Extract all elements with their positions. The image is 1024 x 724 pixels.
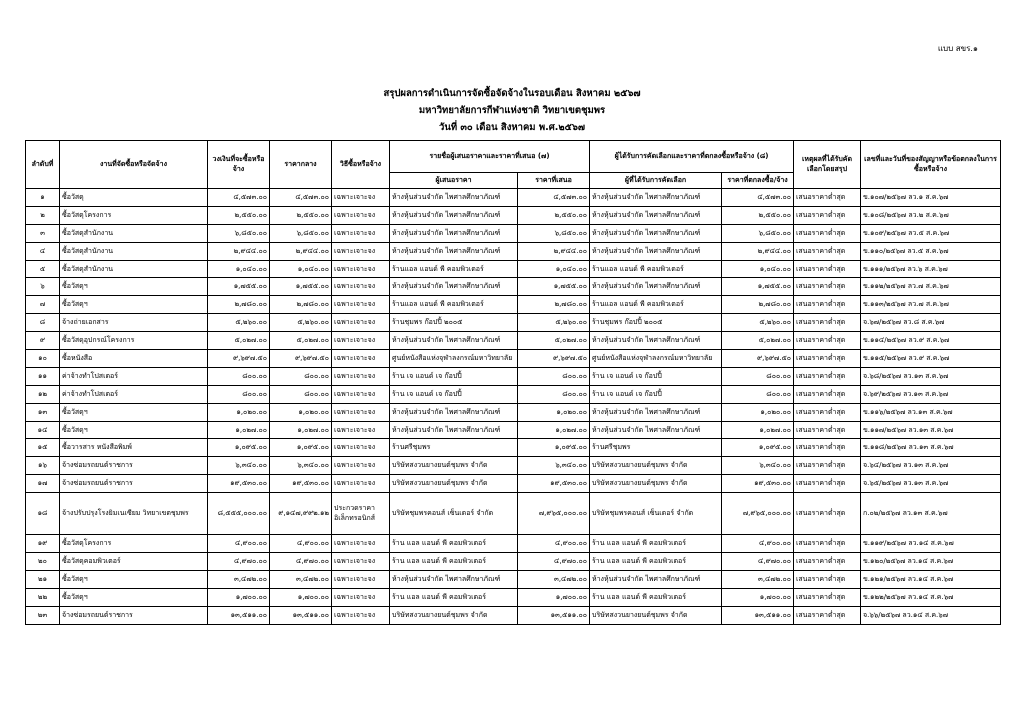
selected-name-cell: บริษัทสงวนยางยนต์ชุมพร จำกัด <box>590 606 722 624</box>
offer-name-cell: ร้าน เจ แอนด์ เจ ก๊อปปี้ <box>390 367 518 385</box>
agreed-price-cell: ๑๙,๕๓๐.๐๐ <box>722 475 794 493</box>
contract-cell: จ.๖๙/๒๕๖๗ ลว.๑๓ ส.ค.๖๗ <box>861 385 1001 403</box>
median-price-cell: ๘๐๐.๐๐ <box>270 385 332 403</box>
offer-price-cell: ๘๐๐.๐๐ <box>518 385 590 403</box>
offer-name-cell: ห้างหุ้นส่วนจำกัด ไพศาลศึกษาภัณฑ์ <box>390 206 518 224</box>
median-price-cell: ๑,๐๒๗.๐๐ <box>270 421 332 439</box>
method-cell: เฉพาะเจาะจง <box>332 367 390 385</box>
item-cell: ค่าจ้างทำโปสเตอร์ <box>60 367 208 385</box>
method-cell: เฉพาะเจาะจง <box>332 224 390 242</box>
median-price-cell: ๔,๕๗๓.๐๐ <box>270 189 332 207</box>
offer-price-cell: ๒,๗๘๐.๐๐ <box>518 296 590 314</box>
method-cell: เฉพาะเจาะจง <box>332 421 390 439</box>
reason-cell: เสนอราคาต่ำสุด <box>794 606 861 624</box>
reason-cell: เสนอราคาต่ำสุด <box>794 553 861 571</box>
budget-cell: ๖,๘๕๐.๐๐ <box>208 224 270 242</box>
form-code: แบบ สขร.๑ <box>937 44 978 53</box>
budget-cell: ๑,๐๒๗.๐๐ <box>208 421 270 439</box>
agreed-price-cell: ๑,๐๔๐.๐๐ <box>722 260 794 278</box>
selected-name-cell: ร้านชุมพร ก๊อปปี้ ๒๐๐๕ <box>590 314 722 332</box>
header-no: ลำดับที่ <box>26 141 60 189</box>
item-cell: ซื้อวัสดุโครงการ <box>60 535 208 553</box>
method-cell: เฉพาะเจาะจง <box>332 535 390 553</box>
agreed-price-cell: ๑,๐๒๗.๐๐ <box>722 421 794 439</box>
agreed-price-cell: ๒,๗๘๐.๐๐ <box>722 296 794 314</box>
header-method: วิธีซื้อหรือจ้าง <box>332 141 390 189</box>
table-row <box>26 385 1001 403</box>
median-price-cell: ๒,๙๔๔.๐๐ <box>270 242 332 260</box>
contract-cell: ข.๑๑๐/๒๕๖๗ ลว.๕ ส.ค.๖๗ <box>861 242 1001 260</box>
median-price-cell: ๑๓,๕๑๑.๐๐ <box>270 606 332 624</box>
agreed-price-cell: ๓,๔๗๒.๐๐ <box>722 570 794 588</box>
item-cell: ซื้อวัสดุฯ <box>60 278 208 296</box>
table-row <box>26 367 1001 385</box>
median-price-cell: ๘๐๐.๐๐ <box>270 367 332 385</box>
header-contract: เลขที่และวันที่ของสัญญาหรือข้อตกลงในการซื้อหรือจ้าง <box>861 141 1001 189</box>
method-cell: เฉพาะเจาะจง <box>332 278 390 296</box>
header-agreed-price: ราคาที่ตกลงซื้อ/จ้าง <box>722 173 794 189</box>
selected-name-cell: ร้านศรีชุมพร <box>590 439 722 457</box>
offer-price-cell: ๔,๕๗๓.๐๐ <box>518 189 590 207</box>
offer-name-cell: ห้างหุ้นส่วนจำกัด ไพศาลศึกษาภัณฑ์ <box>390 421 518 439</box>
item-cell: จ้างซ่อมรถยนต์ราชการ <box>60 475 208 493</box>
contract-cell: ข.๑๐๗/๒๕๖๗ ลว.๑ ส.ค.๖๗ <box>861 189 1001 207</box>
item-cell: ซื้อวัสดุสำนักงาน <box>60 260 208 278</box>
reason-cell: เสนอราคาต่ำสุด <box>794 314 861 332</box>
budget-cell: ๔,๙๐๐.๐๐ <box>208 535 270 553</box>
table-row <box>26 224 1001 242</box>
offer-price-cell: ๑๙,๕๓๐.๐๐ <box>518 475 590 493</box>
method-cell: เฉพาะเจาะจง <box>332 439 390 457</box>
offer-price-cell: ๑,๐๙๕.๐๐ <box>518 439 590 457</box>
offer-name-cell: ร้าน แอล แอนด์ พี คอมพิวเตอร์ <box>390 553 518 571</box>
row-number: ๙ <box>26 332 60 350</box>
budget-cell: ๑,๗๕๕.๐๐ <box>208 278 270 296</box>
offer-name-cell: บริษัทชุมพรคอนส์ เซ็นเตอร์ จำกัด <box>390 493 518 535</box>
offer-name-cell: ร้าน เจ แอนด์ เจ ก๊อปปี้ <box>390 385 518 403</box>
offer-price-cell: ๑,๗๐๐.๐๐ <box>518 588 590 606</box>
table-row <box>26 439 1001 457</box>
offer-price-cell: ๗,๙๖๕,๐๐๐.๐๐ <box>518 493 590 535</box>
item-cell: ซื้อวัสดุฯ <box>60 403 208 421</box>
reason-cell: เสนอราคาต่ำสุด <box>794 385 861 403</box>
median-price-cell: ๑๙,๕๓๐.๐๐ <box>270 475 332 493</box>
table-row <box>26 314 1001 332</box>
row-number: ๒ <box>26 206 60 224</box>
document-titles <box>0 85 1024 136</box>
offer-price-cell: ๒,๕๕๐.๐๐ <box>518 206 590 224</box>
contract-cell: ข.๑๑๙/๒๕๖๗ ลว.๑๔ ส.ค.๖๗ <box>861 535 1001 553</box>
method-cell: เฉพาะเจาะจง <box>332 314 390 332</box>
table-body <box>26 189 1001 625</box>
offer-price-cell: ๕,๐๒๗.๐๐ <box>518 332 590 350</box>
method-cell: เฉพาะเจาะจง <box>332 189 390 207</box>
selected-name-cell: ร้านแอล แอนด์ พี คอมพิวเตอร์ <box>590 260 722 278</box>
reason-cell: เสนอราคาต่ำสุด <box>794 475 861 493</box>
offer-name-cell: ร้าน แอล แอนด์ พี คอมพิวเตอร์ <box>390 535 518 553</box>
contract-cell: จ.๖๗/๒๕๖๗ ลว.๘ ส.ค.๖๗ <box>861 314 1001 332</box>
item-cell: ซื้อวัสดุสำนักงาน <box>60 224 208 242</box>
median-price-cell: ๒,๗๘๐.๐๐ <box>270 296 332 314</box>
reason-cell: เสนอราคาต่ำสุด <box>794 242 861 260</box>
header-budget: วงเงินที่จะซื้อหรือจ้าง <box>208 141 270 189</box>
contract-cell: ก.๐๒/๒๕๖๗ ลว.๑๓ ส.ค.๖๗ <box>861 493 1001 535</box>
reason-cell: เสนอราคาต่ำสุด <box>794 189 861 207</box>
offer-name-cell: ร้านศรีชุมพร <box>390 439 518 457</box>
report-title: สรุปผลการดำเนินการจัดซื้อจัดจ้างในรอบเดือน สิงหาคม ๒๕๖๗ <box>383 88 641 99</box>
offer-name-cell: ห้างหุ้นส่วนจำกัด ไพศาลศึกษาภัณฑ์ <box>390 189 518 207</box>
offer-name-cell: ร้านแอล แอนด์ พี คอมพิวเตอร์ <box>390 296 518 314</box>
header-median: ราคากลาง <box>270 141 332 189</box>
median-price-cell: ๑,๗๐๐.๐๐ <box>270 588 332 606</box>
method-cell: เฉพาะเจาะจง <box>332 296 390 314</box>
item-cell: ค่าจ้างทำโปสเตอร์ <box>60 385 208 403</box>
table-row <box>26 588 1001 606</box>
row-number: ๑๑ <box>26 367 60 385</box>
offer-price-cell: ๑,๐๒๐.๐๐ <box>518 403 590 421</box>
budget-cell: ๔,๙๗๐.๐๐ <box>208 553 270 571</box>
median-price-cell: ๖,๘๕๐.๐๐ <box>270 224 332 242</box>
method-cell: เฉพาะเจาะจง <box>332 242 390 260</box>
budget-cell: ๓,๔๗๒.๐๐ <box>208 570 270 588</box>
header-item: งานที่จัดซื้อหรือจัดจ้าง <box>60 141 208 189</box>
agreed-price-cell: ๕,๒๖๐.๐๐ <box>722 314 794 332</box>
reason-cell: เสนอราคาต่ำสุด <box>794 439 861 457</box>
offer-name-cell: บริษัทสงวนยางยนต์ชุมพร จำกัด <box>390 475 518 493</box>
selected-name-cell: บริษัทสงวนยางยนต์ชุมพร จำกัด <box>590 475 722 493</box>
item-cell: ซื้อวัสดุ <box>60 189 208 207</box>
contract-cell: ข.๑๑๑/๒๕๖๗ ลว.๖ ส.ค.๖๗ <box>861 260 1001 278</box>
table-row <box>26 475 1001 493</box>
budget-cell: ๙,๖๙๗.๕๐ <box>208 350 270 368</box>
table-row <box>26 403 1001 421</box>
table-row <box>26 606 1001 624</box>
row-number: ๑๗ <box>26 475 60 493</box>
offer-price-cell: ๑,๐๔๐.๐๐ <box>518 260 590 278</box>
method-cell: เฉพาะเจาะจง <box>332 475 390 493</box>
agreed-price-cell: ๑๓,๕๑๑.๐๐ <box>722 606 794 624</box>
reason-cell: เสนอราคาต่ำสุด <box>794 535 861 553</box>
offer-name-cell: ห้างหุ้นส่วนจำกัด ไพศาลศึกษาภัณฑ์ <box>390 278 518 296</box>
item-cell: ซื้อวัสดุฯ <box>60 296 208 314</box>
reason-cell: เสนอราคาต่ำสุด <box>794 278 861 296</box>
agreed-price-cell: ๑,๐๒๐.๐๐ <box>722 403 794 421</box>
agreed-price-cell: ๔,๕๗๓.๐๐ <box>722 189 794 207</box>
median-price-cell: ๑,๗๕๕.๐๐ <box>270 278 332 296</box>
selected-name-cell: ห้างหุ้นส่วนจำกัด ไพศาลศึกษาภัณฑ์ <box>590 403 722 421</box>
method-cell: เฉพาะเจาะจง <box>332 553 390 571</box>
row-number: ๔ <box>26 242 60 260</box>
offer-name-cell: ร้าน แอล แอนด์ พี คอมพิวเตอร์ <box>390 588 518 606</box>
row-number: ๑๐ <box>26 350 60 368</box>
offer-price-cell: ๑,๐๒๗.๐๐ <box>518 421 590 439</box>
median-price-cell: ๑,๐๒๐.๐๐ <box>270 403 332 421</box>
median-price-cell: ๓,๔๗๒.๐๐ <box>270 570 332 588</box>
row-number: ๓ <box>26 224 60 242</box>
offer-price-cell: ๒,๙๔๔.๐๐ <box>518 242 590 260</box>
agreed-price-cell: ๘๐๐.๐๐ <box>722 385 794 403</box>
contract-cell: ข.๑๑๕/๒๕๖๗ ลว.๙ ส.ค.๖๗ <box>861 350 1001 368</box>
offer-price-cell: ๖,๓๔๐.๐๐ <box>518 457 590 475</box>
reason-cell: เสนอราคาต่ำสุด <box>794 224 861 242</box>
budget-cell: ๘๐๐.๐๐ <box>208 385 270 403</box>
reason-cell: เสนอราคาต่ำสุด <box>794 403 861 421</box>
item-cell: ซื้อวัสดุฯ <box>60 588 208 606</box>
agreed-price-cell: ๑,๗๕๕.๐๐ <box>722 278 794 296</box>
header-offer-price: ราคาที่เสนอ <box>518 173 590 189</box>
table-row <box>26 457 1001 475</box>
table-row <box>26 493 1001 535</box>
method-cell: เฉพาะเจาะจง <box>332 588 390 606</box>
row-number: ๑๖ <box>26 457 60 475</box>
row-number: ๑ <box>26 189 60 207</box>
row-number: ๒๒ <box>26 588 60 606</box>
budget-cell: ๕,๐๒๗.๐๐ <box>208 332 270 350</box>
item-cell: ซื้อวัสดุฯ <box>60 570 208 588</box>
selected-name-cell: ห้างหุ้นส่วนจำกัด ไพศาลศึกษาภัณฑ์ <box>590 332 722 350</box>
selected-name-cell: ห้างหุ้นส่วนจำกัด ไพศาลศึกษาภัณฑ์ <box>590 570 722 588</box>
reason-cell: เสนอราคาต่ำสุด <box>794 206 861 224</box>
item-cell: ซื้อหนังสือ <box>60 350 208 368</box>
offer-name-cell: ร้านแอล แอนด์ พี คอมพิวเตอร์ <box>390 260 518 278</box>
selected-name-cell: ร้าน แอล แอนด์ พี คอมพิวเตอร์ <box>590 553 722 571</box>
median-price-cell: ๕,๐๒๗.๐๐ <box>270 332 332 350</box>
offer-price-cell: ๔,๙๐๐.๐๐ <box>518 535 590 553</box>
median-price-cell: ๑,๐๙๕.๐๐ <box>270 439 332 457</box>
agreed-price-cell: ๔,๙๗๐.๐๐ <box>722 553 794 571</box>
row-number: ๑๔ <box>26 421 60 439</box>
row-number: ๗ <box>26 296 60 314</box>
contract-cell: ข.๑๒๒/๒๕๖๗ ลว.๑๔ ส.ค.๖๗ <box>861 588 1001 606</box>
median-price-cell: ๕,๒๖๐.๐๐ <box>270 314 332 332</box>
item-cell: จ้างปรับปรุงโรงยิมเนเซียม วิทยาเขตชุมพร <box>60 493 208 535</box>
method-cell: เฉพาะเจาะจง <box>332 260 390 278</box>
selected-name-cell: ห้างหุ้นส่วนจำกัด ไพศาลศึกษาภัณฑ์ <box>590 421 722 439</box>
table-row <box>26 278 1001 296</box>
offer-name-cell: บริษัทสงวนยางยนต์ชุมพร จำกัด <box>390 606 518 624</box>
item-cell: จ้างถ่ายเอกสาร <box>60 314 208 332</box>
selected-name-cell: บริษัทสงวนยางยนต์ชุมพร จำกัด <box>590 457 722 475</box>
row-number: ๒๓ <box>26 606 60 624</box>
table-row <box>26 535 1001 553</box>
row-number: ๖ <box>26 278 60 296</box>
row-number: ๒๐ <box>26 553 60 571</box>
offer-name-cell: ศูนย์หนังสือแห่งจุฬาลงกรณ์มหาวิทยาลัย <box>390 350 518 368</box>
budget-cell: ๒,๙๔๔.๐๐ <box>208 242 270 260</box>
method-cell: เฉพาะเจาะจง <box>332 457 390 475</box>
header-offer-name: ผู้เสนอราคา <box>390 173 518 189</box>
table-row <box>26 421 1001 439</box>
agreed-price-cell: ๑,๗๐๐.๐๐ <box>722 588 794 606</box>
budget-cell: ๑,๐๔๐.๐๐ <box>208 260 270 278</box>
agreed-price-cell: ๖,๘๕๐.๐๐ <box>722 224 794 242</box>
reason-cell: เสนอราคาต่ำสุด <box>794 332 861 350</box>
reason-cell: เสนอราคาต่ำสุด <box>794 296 861 314</box>
median-price-cell: ๙,๑๔๗,๙๙๒.๑๒ <box>270 493 332 535</box>
contract-cell: ข.๑๐๙/๒๕๖๗ ลว.๕ ส.ค.๖๗ <box>861 224 1001 242</box>
contract-cell: ข.๑๐๘/๒๕๖๗ ลว.๒ ส.ค.๖๗ <box>861 206 1001 224</box>
method-cell: เฉพาะเจาะจง <box>332 350 390 368</box>
offer-name-cell: บริษัทสงวนยางยนต์ชุมพร จำกัด <box>390 457 518 475</box>
table-row <box>26 553 1001 571</box>
method-cell: เฉพาะเจาะจง <box>332 206 390 224</box>
median-price-cell: ๖,๓๔๐.๐๐ <box>270 457 332 475</box>
row-number: ๑๕ <box>26 439 60 457</box>
procurement-table <box>25 140 1001 625</box>
median-price-cell: ๑,๐๔๐.๐๐ <box>270 260 332 278</box>
reason-cell: เสนอราคาต่ำสุด <box>794 570 861 588</box>
contract-cell: ข.๑๑๓/๒๕๖๗ ลว.๗ ส.ค.๖๗ <box>861 296 1001 314</box>
method-cell: เฉพาะเจาะจง <box>332 606 390 624</box>
agreed-price-cell: ๖,๓๔๐.๐๐ <box>722 457 794 475</box>
offer-name-cell: ร้านชุมพร ก๊อปปี้ ๒๐๐๕ <box>390 314 518 332</box>
selected-name-cell: ร้านแอล แอนด์ พี คอมพิวเตอร์ <box>590 296 722 314</box>
item-cell: จ้างซ่อมรถยนต์ราชการ <box>60 606 208 624</box>
contract-cell: ข.๑๑๗/๒๕๖๗ ลว.๑๓ ส.ค.๖๗ <box>861 421 1001 439</box>
row-number: ๑๓ <box>26 403 60 421</box>
selected-name-cell: ห้างหุ้นส่วนจำกัด ไพศาลศึกษาภัณฑ์ <box>590 189 722 207</box>
method-cell: เฉพาะเจาะจง <box>332 570 390 588</box>
row-number: ๑๘ <box>26 493 60 535</box>
agreed-price-cell: ๒,๕๕๐.๐๐ <box>722 206 794 224</box>
offer-price-cell: ๑๓,๕๑๑.๐๐ <box>518 606 590 624</box>
header-reason: เหตุผลที่ได้รับคัดเลือกโดยสรุป <box>794 141 861 189</box>
median-price-cell: ๔,๙๐๐.๐๐ <box>270 535 332 553</box>
agreed-price-cell: ๙,๖๙๗.๕๐ <box>722 350 794 368</box>
item-cell: ซื้อวัสดุโครงการ <box>60 206 208 224</box>
item-cell: ซื้อวารสาร หนังสือพิมพ์ <box>60 439 208 457</box>
contract-cell: ข.๑๑๘/๒๕๖๗ ลว.๑๓ ส.ค.๖๗ <box>861 439 1001 457</box>
table-row <box>26 570 1001 588</box>
item-cell: ซื้อวัสดุสำนักงาน <box>60 242 208 260</box>
selected-name-cell: ห้างหุ้นส่วนจำกัด ไพศาลศึกษาภัณฑ์ <box>590 278 722 296</box>
offer-price-cell: ๔,๙๗๐.๐๐ <box>518 553 590 571</box>
contract-cell: ข.๑๑๔/๒๕๖๗ ลว.๙ ส.ค.๖๗ <box>861 332 1001 350</box>
contract-cell: ข.๑๒๐/๒๕๖๗ ลว.๑๔ ส.ค.๖๗ <box>861 553 1001 571</box>
agreed-price-cell: ๑,๐๙๕.๐๐ <box>722 439 794 457</box>
contract-cell: ข.๑๑๒/๒๕๖๗ ลว.๗ ส.ค.๖๗ <box>861 278 1001 296</box>
agreed-price-cell: ๘๐๐.๐๐ <box>722 367 794 385</box>
selected-name-cell: ห้างหุ้นส่วนจำกัด ไพศาลศึกษาภัณฑ์ <box>590 224 722 242</box>
agreed-price-cell: ๔,๙๐๐.๐๐ <box>722 535 794 553</box>
offer-price-cell: ๘๐๐.๐๐ <box>518 367 590 385</box>
offer-name-cell: ห้างหุ้นส่วนจำกัด ไพศาลศึกษาภัณฑ์ <box>390 224 518 242</box>
budget-cell: ๑,๗๐๐.๐๐ <box>208 588 270 606</box>
item-cell: จ้างซ่อมรถยนต์ราชการ <box>60 457 208 475</box>
budget-cell: ๑,๐๙๕.๐๐ <box>208 439 270 457</box>
median-price-cell: ๔,๙๗๐.๐๐ <box>270 553 332 571</box>
selected-name-cell: ห้างหุ้นส่วนจำกัด ไพศาลศึกษาภัณฑ์ <box>590 242 722 260</box>
selected-name-cell: ร้าน เจ แอนด์ เจ ก๊อปปี้ <box>590 385 722 403</box>
contract-cell: ข.๑๑๖/๒๕๖๗ ลว.๑๓ ส.ค.๖๗ <box>861 403 1001 421</box>
reason-cell: เสนอราคาต่ำสุด <box>794 588 861 606</box>
table-row <box>26 242 1001 260</box>
item-cell: ซื้อวัสดุอุปกรณ์โครงการ <box>60 332 208 350</box>
reason-cell: เสนอราคาต่ำสุด <box>794 260 861 278</box>
selected-name-cell: ร้าน แอล แอนด์ พี คอมพิวเตอร์ <box>590 535 722 553</box>
median-price-cell: ๙,๖๙๗.๕๐ <box>270 350 332 368</box>
table-row <box>26 296 1001 314</box>
budget-cell: ๑๙,๕๓๐.๐๐ <box>208 475 270 493</box>
reason-cell: เสนอราคาต่ำสุด <box>794 493 861 535</box>
offer-price-cell: ๖,๘๕๐.๐๐ <box>518 224 590 242</box>
reason-cell: เสนอราคาต่ำสุด <box>794 350 861 368</box>
contract-cell: ข.๑๒๑/๒๕๖๗ ลว.๑๔ ส.ค.๖๗ <box>861 570 1001 588</box>
table-row <box>26 260 1001 278</box>
contract-cell: จ.๖๔/๒๕๖๗ ลว.๑๓ ส.ค.๖๗ <box>861 457 1001 475</box>
offer-price-cell: ๙,๖๙๗.๕๐ <box>518 350 590 368</box>
row-number: ๒๑ <box>26 570 60 588</box>
offer-price-cell: ๓,๔๗๒.๐๐ <box>518 570 590 588</box>
header-offers: รายชื่อผู้เสนอราคาและราคาที่เสนอ (๗) <box>390 141 590 173</box>
reason-cell: เสนอราคาต่ำสุด <box>794 457 861 475</box>
budget-cell: ๒,๗๘๐.๐๐ <box>208 296 270 314</box>
agreed-price-cell: ๗,๙๖๕,๐๐๐.๐๐ <box>722 493 794 535</box>
selected-name-cell: ร้าน แอล แอนด์ พี คอมพิวเตอร์ <box>590 588 722 606</box>
row-number: ๑๒ <box>26 385 60 403</box>
method-cell: เฉพาะเจาะจง <box>332 403 390 421</box>
budget-cell: ๔,๕๗๓.๐๐ <box>208 189 270 207</box>
selected-name-cell: ห้างหุ้นส่วนจำกัด ไพศาลศึกษาภัณฑ์ <box>590 206 722 224</box>
selected-name-cell: ศูนย์หนังสือแห่งจุฬาลงกรณ์มหาวิทยาลัย <box>590 350 722 368</box>
method-cell: ประกวดราคาอิเล็กทรอนิกส์ <box>332 493 390 535</box>
method-cell: เฉพาะเจาะจง <box>332 385 390 403</box>
budget-cell: ๑,๐๒๐.๐๐ <box>208 403 270 421</box>
table-row <box>26 332 1001 350</box>
procurement-table-container <box>25 140 1000 625</box>
offer-price-cell: ๕,๒๖๐.๐๐ <box>518 314 590 332</box>
reason-cell: เสนอราคาต่ำสุด <box>794 367 861 385</box>
offer-name-cell: ห้างหุ้นส่วนจำกัด ไพศาลศึกษาภัณฑ์ <box>390 403 518 421</box>
contract-cell: จ.๖๕/๒๕๖๗ ลว.๑๓ ส.ค.๖๗ <box>861 475 1001 493</box>
header-selected: ผู้ได้รับการคัดเลือกและราคาที่ตกลงซื้อหรือจ้าง (๘) <box>590 141 794 173</box>
row-number: ๕ <box>26 260 60 278</box>
item-cell: ซื้อวัสดุคอมพิวเตอร์ <box>60 553 208 571</box>
contract-cell: จ.๖๖/๒๕๖๗ ลว.๑๔ ส.ค.๖๗ <box>861 606 1001 624</box>
budget-cell: ๑๓,๕๑๑.๐๐ <box>208 606 270 624</box>
budget-cell: ๘,๕๕๕,๐๐๐.๐๐ <box>208 493 270 535</box>
median-price-cell: ๒,๕๕๐.๐๐ <box>270 206 332 224</box>
budget-cell: ๖,๓๔๐.๐๐ <box>208 457 270 475</box>
budget-cell: ๕,๒๖๐.๐๐ <box>208 314 270 332</box>
item-cell: ซื้อวัสดุฯ <box>60 421 208 439</box>
selected-name-cell: ร้าน เจ แอนด์ เจ ก๊อปปี้ <box>590 367 722 385</box>
organization-name: มหาวิทยาลัยการกีฬาแห่งชาติ วิทยาเขตชุมพร <box>418 105 606 116</box>
offer-name-cell: ห้างหุ้นส่วนจำกัด ไพศาลศึกษาภัณฑ์ <box>390 570 518 588</box>
row-number: ๘ <box>26 314 60 332</box>
row-number: ๑๙ <box>26 535 60 553</box>
header-selected-name: ผู้ที่ได้รับการคัดเลือก <box>590 173 722 189</box>
selected-name-cell: บริษัทชุมพรคอนส์ เซ็นเตอร์ จำกัด <box>590 493 722 535</box>
method-cell: เฉพาะเจาะจง <box>332 332 390 350</box>
budget-cell: ๒,๕๕๐.๐๐ <box>208 206 270 224</box>
budget-cell: ๘๐๐.๐๐ <box>208 367 270 385</box>
report-date: วันที่ ๓๐ เดือน สิงหาคม พ.ศ.๒๕๖๗ <box>438 122 586 133</box>
offer-price-cell: ๑,๗๕๕.๐๐ <box>518 278 590 296</box>
agreed-price-cell: ๕,๐๒๗.๐๐ <box>722 332 794 350</box>
offer-name-cell: ห้างหุ้นส่วนจำกัด ไพศาลศึกษาภัณฑ์ <box>390 332 518 350</box>
offer-name-cell: ห้างหุ้นส่วนจำกัด ไพศาลศึกษาภัณฑ์ <box>390 242 518 260</box>
contract-cell: จ.๖๘/๒๕๖๗ ลว.๑๓ ส.ค.๖๗ <box>861 367 1001 385</box>
table-row <box>26 350 1001 368</box>
agreed-price-cell: ๒,๙๔๔.๐๐ <box>722 242 794 260</box>
table-row <box>26 189 1001 207</box>
table-row <box>26 206 1001 224</box>
reason-cell: เสนอราคาต่ำสุด <box>794 421 861 439</box>
